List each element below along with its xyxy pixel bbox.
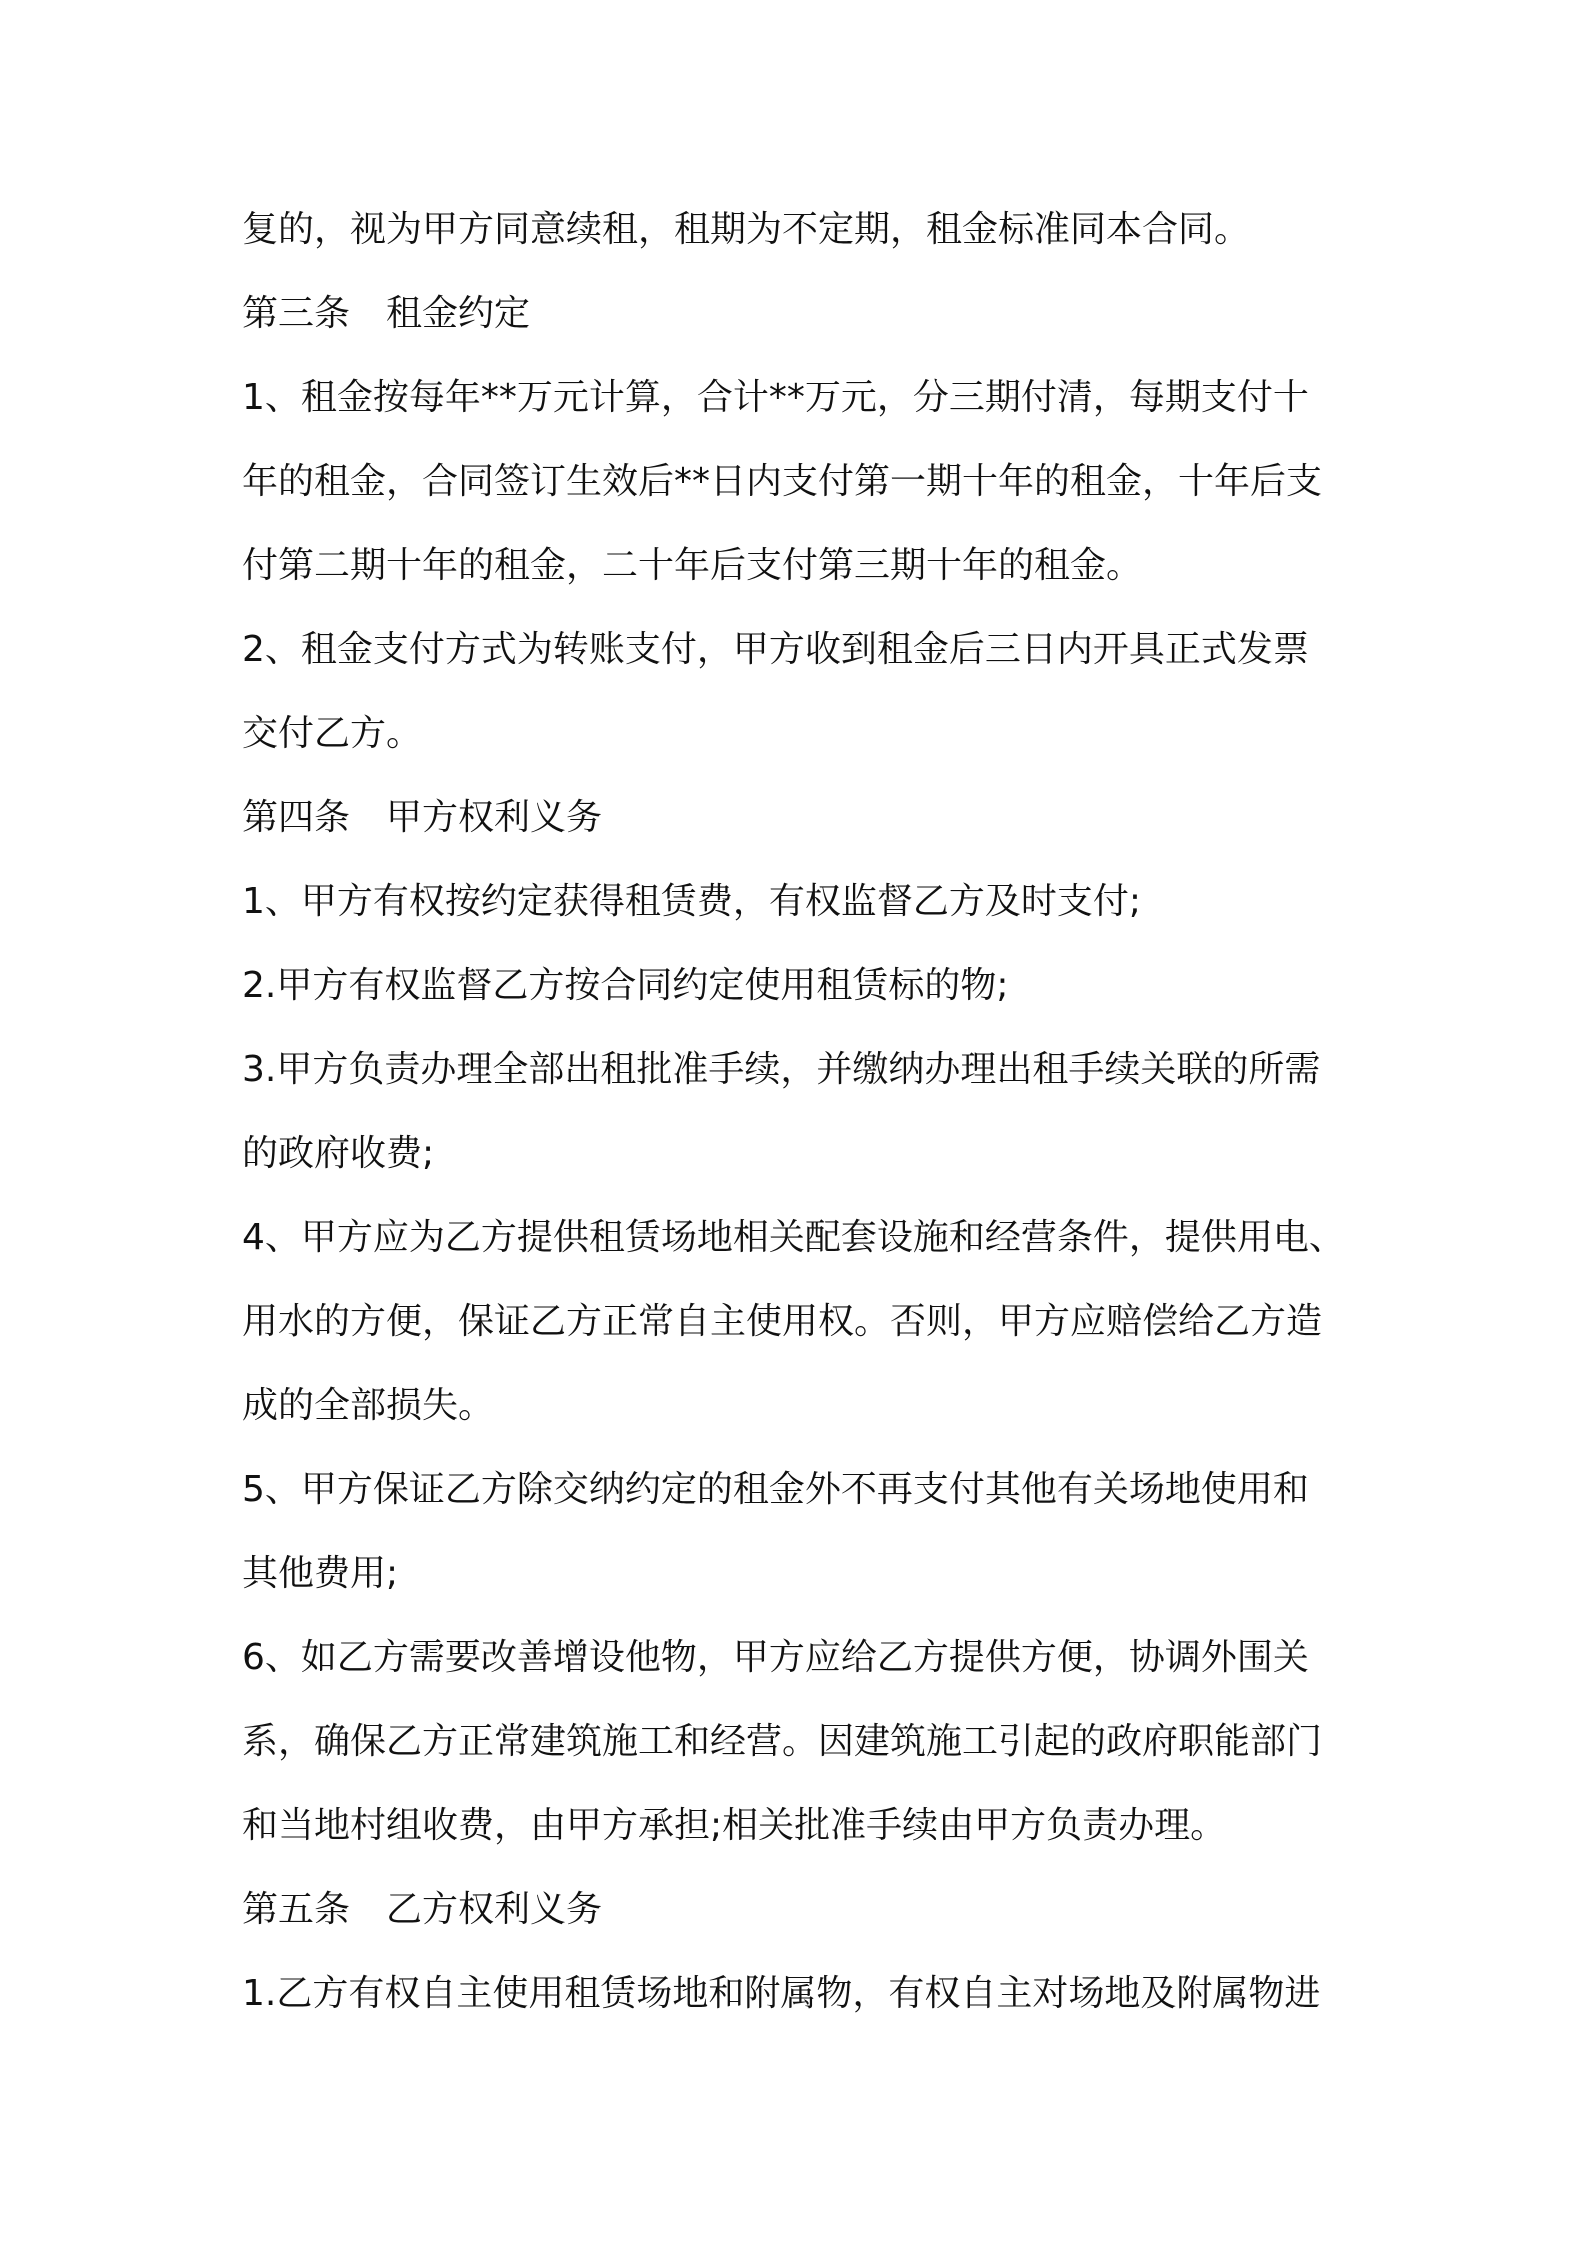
text-line: 的政府收费;: [242, 1133, 435, 1174]
text-line: 1、租金按每年**万元计算，合计**万元，分三期付清，每期支付十: [242, 377, 1309, 418]
text-line: 其他费用;: [242, 1553, 399, 1594]
text-line: 复的，视为甲方同意续租，租期为不定期，租金标准同本合同。: [242, 209, 1251, 250]
text-line: 4、甲方应为乙方提供租赁场地相关配套设施和经营条件，提供用电、: [242, 1217, 1345, 1258]
section-heading: 第三条 租金约定: [242, 293, 531, 334]
text-line: 交付乙方。: [242, 713, 423, 754]
text-line: 6、如乙方需要改善增设他物，甲方应给乙方提供方便，协调外围关: [242, 1637, 1309, 1678]
text-line: 年的租金，合同签订生效后**日内支付第一期十年的租金，十年后支: [242, 461, 1323, 502]
section-heading: 第五条 乙方权利义务: [242, 1889, 603, 1930]
text-line: 付第二期十年的租金，二十年后支付第三期十年的租金。: [242, 545, 1143, 586]
text-line: 和当地村组收费，由甲方承担;相关批准手续由甲方负责办理。: [242, 1805, 1227, 1846]
text-line: 2.甲方有权监督乙方按合同约定使用租赁标的物;: [242, 965, 1009, 1006]
text-line: 成的全部损失。: [242, 1385, 495, 1426]
text-line: 系，确保乙方正常建筑施工和经营。因建筑施工引起的政府职能部门: [242, 1721, 1323, 1762]
text-line: 用水的方便，保证乙方正常自主使用权。否则，甲方应赔偿给乙方造: [242, 1301, 1323, 1342]
text-line: 3.甲方负责办理全部出租批准手续，并缴纳办理出租手续关联的所需: [242, 1049, 1321, 1090]
text-line: 1、甲方有权按约定获得租赁费，有权监督乙方及时支付;: [242, 881, 1142, 922]
text-line: 1.乙方有权自主使用租赁场地和附属物，有权自主对场地及附属物进: [242, 1973, 1321, 2014]
text-line: 2、租金支付方式为转账支付，甲方收到租金后三日内开具正式发票: [242, 629, 1309, 670]
section-heading: 第四条 甲方权利义务: [242, 797, 603, 838]
text-line: 5、甲方保证乙方除交纳约定的租金外不再支付其他有关场地使用和: [242, 1469, 1309, 1510]
